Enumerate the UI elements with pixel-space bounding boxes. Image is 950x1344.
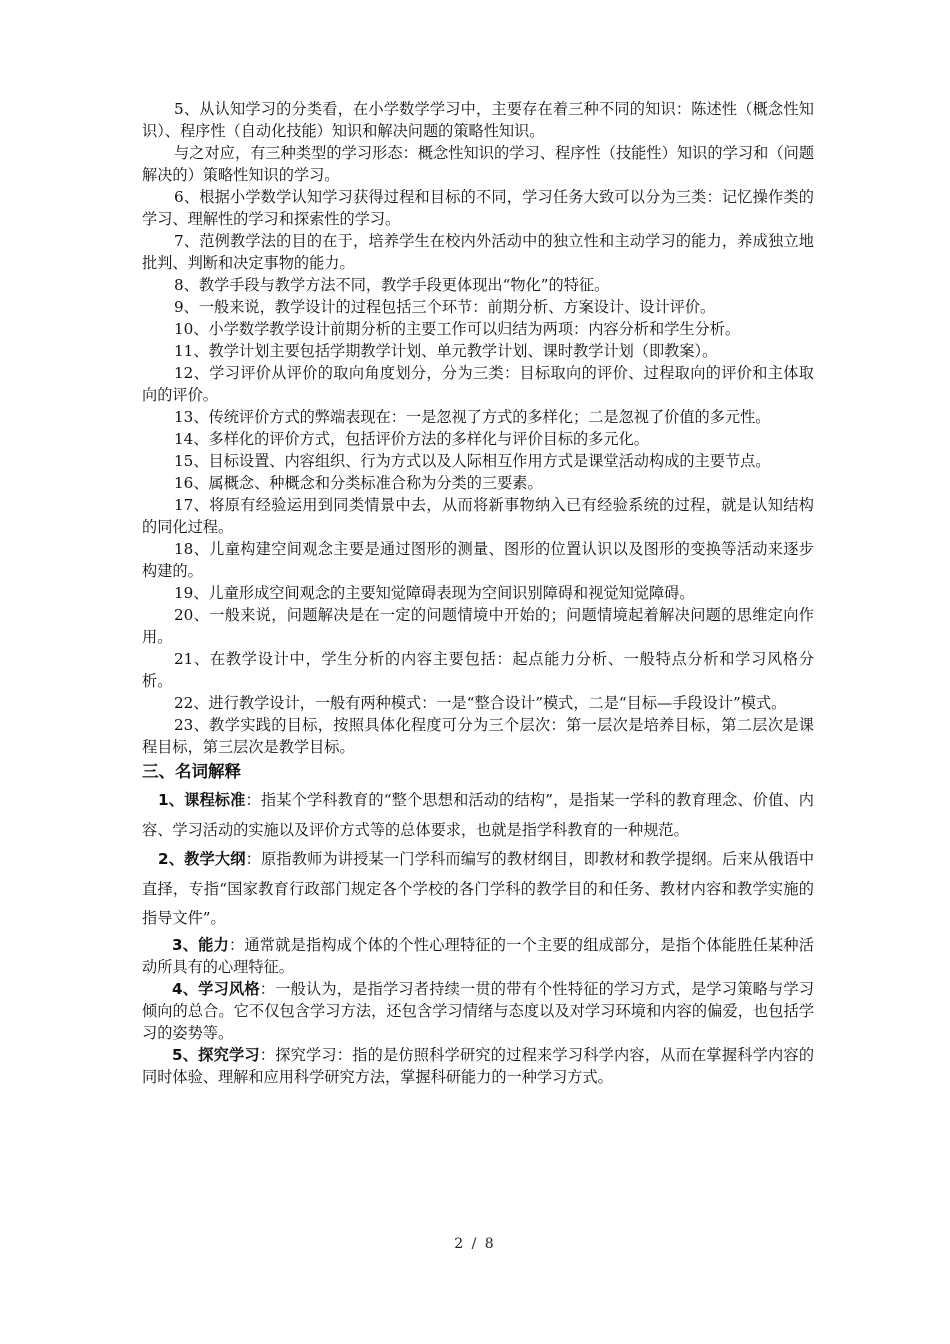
definition-text: 指某个学科教育的“整个思想和活动的结构”，是指某一学科的教育理念、价值、内容、学习活动的实施以及评价方式等的总体要求，也就是指学科教育的一种规范。	[142, 791, 814, 839]
definition-separator: ：	[245, 850, 261, 868]
definition-term: 1、课程标准	[158, 791, 246, 809]
statement-paragraph: 23、教学实践的目标，按照具体化程度可分为三个层次：第一层次是培养目标，第二层次是课程目标，第三层次是教学目标。	[142, 716, 814, 756]
definition-text: 原指教师为讲授某一门学科而编写的教材纲目，即教材和教学提纲。后来从俄语中直择，专指“国家教育行政部门规定各个学校的各门学科的教学目的和任务、教材内容和教学实施的指导文件”。	[142, 850, 815, 927]
statement-paragraph: 9、一般来说，教学设计的过程包括三个环节：前期分析、方案设计、设计评价。	[174, 298, 716, 316]
definition-term: 3、能力	[172, 935, 229, 954]
definition-paragraph	[142, 845, 814, 934]
statement-paragraph: 17、将原有经验运用到同类情景中去，从而将新事物纳入已有经验系统的过程，就是认知结构的同化过程。	[142, 496, 814, 536]
definition-separator: ：	[245, 791, 261, 809]
statement-paragraph: 14、多样化的评价方式，包括评价方法的多样化与评价目标的多元化。	[174, 430, 649, 448]
definition-paragraph	[142, 978, 814, 1044]
numbered-statements	[142, 98, 814, 758]
definition-term: 4、学习风格	[172, 979, 260, 998]
definition-term: 5、探究学习	[172, 1045, 260, 1064]
definition-separator: ：	[259, 1045, 276, 1064]
statement-paragraph: 18、儿童构建空间观念主要是通过图形的测量、图形的位置认识以及图形的变换等活动来逐步构建的。	[142, 540, 814, 580]
statement-paragraph: 20、一般来说，问题解决是在一定的问题情境中开始的；问题情境起着解决问题的思维定向作用。	[142, 606, 814, 646]
section-heading: 三、名词解释	[142, 762, 241, 781]
statement-paragraph: 7、范例教学法的目的在于，培养学生在校内外活动中的独立性和主动学习的能力，养成独立地批判、判断和决定事物的能力。	[142, 232, 814, 272]
statement-paragraph: 10、小学数学教学设计前期分析的主要工作可以归结为两项：内容分析和学生分析。	[174, 320, 741, 338]
statement-paragraph: 11、教学计划主要包括学期教学计划、单元教学计划、课时教学计划（即教案）。	[174, 342, 718, 360]
definition-paragraph	[142, 786, 814, 845]
statement-paragraph: 与之对应，有三种类型的学习形态：概念性知识的学习、程序性（技能性）知识的学习和（问题解决的）策略性知识的学习。	[142, 144, 814, 184]
statement-paragraph: 15、目标设置、内容组织、行为方式以及人际相互作用方式是课堂活动构成的主要节点。	[174, 452, 771, 470]
definition-text: 一般认为，是指学习者持续一贯的带有个性特征的学习方式，是学习策略与学习倾向的总合。它不仅包含学习方法，还包含学习情绪与态度以及对学习环境和内容的偏爱，也包括学习的姿势等。	[142, 979, 815, 1042]
definition-separator: ：	[259, 979, 276, 998]
definition-text: 通常就是指构成个体的个性心理特征的一个主要的组成部分，是指个体能胜任某种活动所具有的心理特征。	[142, 935, 814, 976]
page-number: 2 / 8	[454, 1236, 496, 1252]
statement-paragraph: 12、学习评价从评价的取向角度划分，分为三类：目标取向的评价、过程取向的评价和主体取向的评价。	[142, 364, 814, 404]
statement-paragraph: 8、教学手段与教学方法不同，教学手段更体现出“物化”的特征。	[174, 276, 610, 294]
statement-paragraph: 5、从认知学习的分类看，在小学数学学习中，主要存在着三种不同的知识：陈述性（概念性知识）、程序性（自动化技能）知识和解决问题的策略性知识。	[142, 100, 814, 140]
statement-paragraph: 22、进行教学设计，一般有两种模式：一是“整合设计”模式，二是“目标—手段设计”模式。	[174, 694, 787, 712]
statement-paragraph: 16、属概念、种概念和分类标准合称为分类的三要素。	[174, 474, 543, 492]
definition-term: 2、教学大纲	[158, 850, 246, 868]
term-definitions	[142, 786, 814, 1088]
page-content	[142, 98, 814, 1088]
definition-separator: ：	[228, 935, 245, 954]
definition-paragraph	[142, 934, 814, 978]
definition-text: 探究学习：指的是仿照科学研究的过程来学习科学内容，从而在掌握科学内容的同时体验、理解和应用科学研究方法，掌握科研能力的一种学习方式。	[142, 1045, 815, 1086]
definition-paragraph	[142, 1044, 814, 1088]
statement-paragraph: 13、传统评价方式的弊端表现在：一是忽视了方式的多样化；二是忽视了价值的多元性。	[174, 408, 771, 426]
statement-paragraph: 6、根据小学数学认知学习获得过程和目标的不同，学习任务大致可以分为三类：记忆操作类的学习、理解性的学习和探索性的学习。	[142, 188, 814, 228]
statement-paragraph: 19、儿童形成空间观念的主要知觉障碍表现为空间识别障碍和视觉知觉障碍。	[174, 584, 695, 602]
statement-paragraph: 21、在教学设计中，学生分析的内容主要包括：起点能力分析、一般特点分析和学习风格分析。	[142, 650, 814, 690]
